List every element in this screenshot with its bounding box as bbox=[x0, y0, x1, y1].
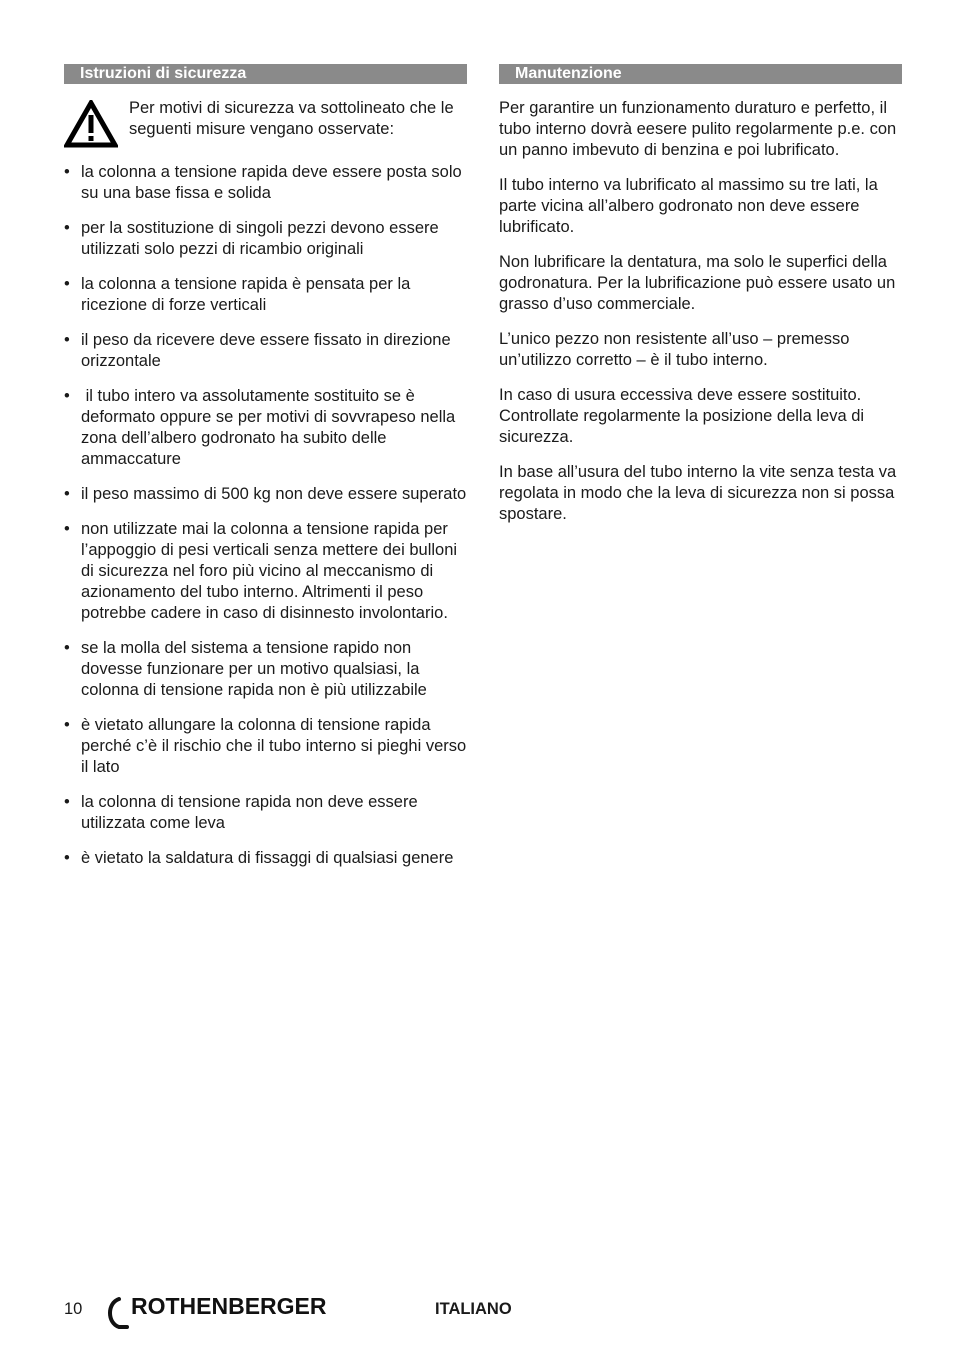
maintenance-paragraph: In base all’usura del tubo interno la vite senza testa va regolata in modo che la leva di sicurezza non si possa spostare. bbox=[499, 463, 897, 523]
brand-wordmark: ROTHENBERGER bbox=[131, 1293, 327, 1319]
list-item-text: la colonna a tensione rapida è pensata per la ricezione di forze verticali bbox=[81, 275, 411, 314]
list-item bbox=[64, 274, 467, 316]
list-item-text: è vietato allungare la colonna di tensione rapida perché c’è il rischio che il tubo interno si pieghi verso il lato bbox=[81, 716, 467, 776]
page-number: 10 bbox=[64, 1300, 83, 1318]
bullet-marker: • bbox=[64, 275, 70, 293]
section-header-safety: Istruzioni di sicurezza bbox=[64, 64, 467, 84]
maintenance-paragraph: In caso di usura eccessiva deve essere sostituito. Controllate regolarmente la posizione della leva di sicurezza. bbox=[499, 386, 865, 446]
list-item bbox=[64, 715, 467, 778]
maintenance-paragraph: Non lubrificare la dentatura, ma solo le superfici della godronatura. Per la lubrificazione può essere usato un grasso d’uso commerciale. bbox=[499, 253, 896, 313]
list-item bbox=[64, 218, 467, 260]
list-item-text: il tubo intero va assolutamente sostituito se è deformato oppure se per motivi di sovvrapeso nella zona dell’albero godronato ha subito delle ammaccature bbox=[81, 387, 460, 468]
list-item-text: la colonna a tensione rapida deve essere posta solo su una base fissa e solida bbox=[81, 163, 462, 202]
section-header-maintenance: Manutenzione bbox=[499, 64, 902, 84]
list-item bbox=[64, 519, 467, 624]
list-item bbox=[64, 792, 467, 834]
language-label: ITALIANO bbox=[435, 1300, 512, 1318]
list-item-text: non utilizzate mai la colonna a tensione rapida per l’appoggio di pesi verticali senza mettere dei bulloni di sicurezza nel foro più vicino al meccanismo di azionamento del tubo interno. Altrimenti il peso potrebbe cadere in caso di disinnesto involontario. bbox=[81, 520, 458, 622]
list-item bbox=[64, 386, 467, 470]
rothenberger-logo bbox=[105, 1293, 345, 1333]
warning-block bbox=[64, 98, 467, 148]
safety-section bbox=[64, 64, 467, 883]
maintenance-section bbox=[499, 64, 902, 539]
list-item bbox=[64, 484, 467, 505]
list-item-text: è vietato la saldatura di fissaggi di qualsiasi genere bbox=[81, 849, 454, 867]
warning-triangle-icon bbox=[64, 100, 118, 148]
list-item-text: la colonna di tensione rapida non deve essere utilizzata come leva bbox=[81, 793, 418, 832]
maintenance-paragraph: Per garantire un funzionamento duraturo e perfetto, il tubo interno dovrà eesere pulito regolarmente p.e. con un panno imbevuto di benzina e poi lubrificato. bbox=[499, 99, 897, 159]
bullet-marker: • bbox=[64, 849, 70, 867]
bullet-marker: • bbox=[64, 219, 70, 237]
bullet-marker: • bbox=[64, 163, 70, 181]
list-item bbox=[64, 330, 467, 372]
bullet-marker: • bbox=[64, 793, 70, 811]
bullet-marker: • bbox=[64, 716, 70, 734]
list-item-text: per la sostituzione di singoli pezzi devono essere utilizzati solo pezzi di ricambio originali bbox=[81, 219, 439, 258]
list-item-text: il peso massimo di 500 kg non deve essere superato bbox=[81, 485, 467, 503]
safety-intro-text: Per motivi di sicurezza va sottolineato che le seguenti misure vengano osservate: bbox=[129, 99, 454, 138]
bullet-marker: • bbox=[64, 387, 70, 405]
safety-bullet-list bbox=[64, 162, 467, 869]
list-item bbox=[64, 162, 467, 204]
list-item bbox=[64, 848, 467, 869]
bullet-marker: • bbox=[64, 639, 70, 657]
maintenance-paragraph: L’unico pezzo non resistente all’uso – premesso un’utilizzo corretto – è il tubo interno. bbox=[499, 330, 850, 369]
page-footer bbox=[0, 1293, 954, 1337]
maintenance-paragraph: Il tubo interno va lubrificato al massimo su tre lati, la parte vicina all’albero godronato non deve essere lubrificato. bbox=[499, 176, 878, 236]
bullet-marker: • bbox=[64, 520, 70, 538]
bullet-marker: • bbox=[64, 485, 70, 503]
list-item bbox=[64, 638, 467, 701]
list-item-text: se la molla del sistema a tensione rapido non dovesse funzionare per un motivo qualsiasi, la colonna di tensione rapida non è più utilizzabile bbox=[81, 639, 427, 699]
bullet-marker: • bbox=[64, 331, 70, 349]
list-item-text: il peso da ricevere deve essere fissato in direzione orizzontale bbox=[81, 331, 451, 370]
